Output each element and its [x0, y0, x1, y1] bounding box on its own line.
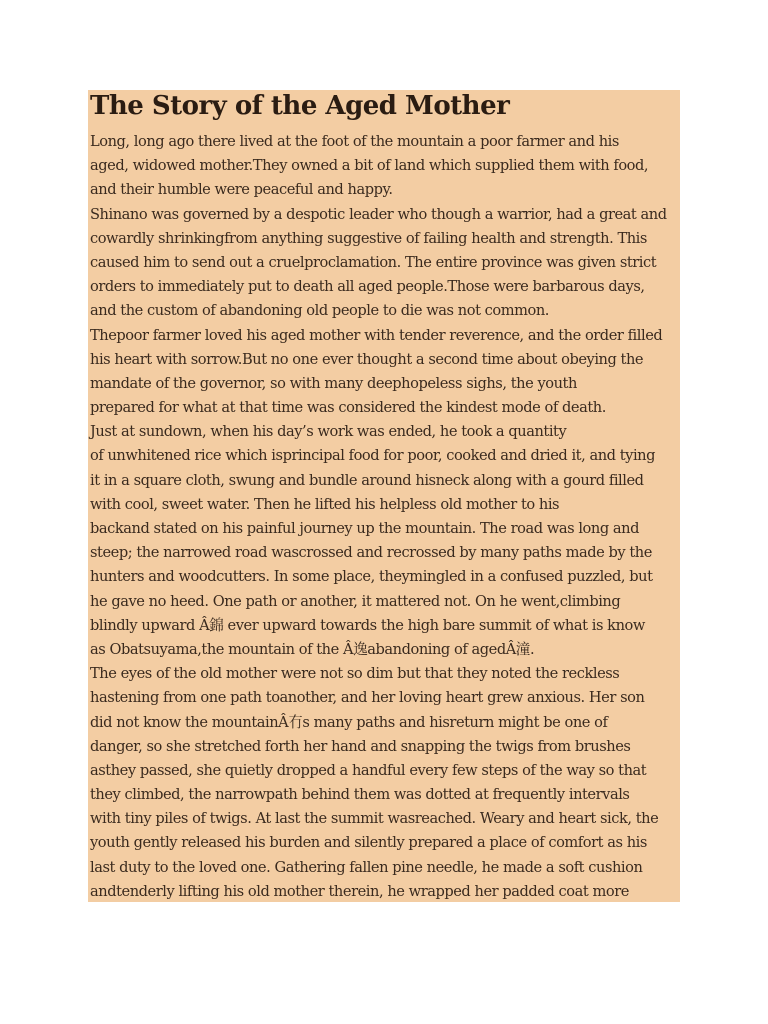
text-line: Long, long ago there lived at the foot of the mountain a poor farmer and his [90, 133, 619, 150]
text-line: hastening from one path toanother, and her loving heart grew anxious. Her son [90, 689, 645, 707]
text-line: hunters and woodcutters. In some place, theymingled in a confused puzzled, but [90, 568, 653, 586]
document-title: The Story of the Aged Mother [90, 91, 510, 121]
text-line: Thepoor farmer loved his aged mother with tender reverence, and the order filled [90, 326, 663, 344]
text-line: blindly upward Â錦 ever upward towards the high bare summit of what is know [90, 616, 645, 634]
text-line: caused him to send out a cruelproclamation. The entire province was given strict [90, 253, 657, 271]
text-line: it in a square cloth, swung and bundle around hisneck along with a gourd filled [90, 471, 644, 489]
text-line: Just at sundown, when his day’s work was ended, he took a quantity [90, 423, 567, 441]
text-line: did not know the mountainÂ冇s many paths and hisreturn might be one of [90, 713, 608, 731]
paragraph [90, 130, 680, 203]
text-line: danger, so she stretched forth her hand and snapping the twigs from brushes [90, 737, 631, 755]
text-line: mandate of the governor, so with many deephopeless sighs, the youth [90, 374, 577, 392]
text-line: as Obatsuyama,the mountain of the Â逸abandoning of agedÂ潼. [90, 640, 535, 658]
text-line: last duty to the loved one. Gathering fallen pine needle, he made a soft cushion [90, 858, 643, 876]
document-body [90, 130, 680, 902]
text-line: asthey passed, she quietly dropped a handful every few steps of the way so that [90, 761, 647, 779]
paragraph [90, 324, 680, 421]
text-line: backand stated on his painful journey up the mountain. The road was long and [90, 520, 640, 537]
text-line: and their humble were peaceful and happy. [90, 181, 393, 199]
document-panel [88, 90, 680, 902]
text-line: of unwhitened rice which isprincipal food for poor, cooked and dried it, and tying [90, 447, 656, 465]
text-line: steep; the narrowed road wascrossed and recrossed by many paths made by the [90, 544, 652, 562]
text-line: with tiny piles of twigs. At last the summit wasreached. Weary and heart sick, the [90, 810, 659, 828]
text-line: and the custom of abandoning old people to die was not common. [90, 302, 549, 320]
text-line: he gave no heed. One path or another, it mattered not. On he went,climbing [90, 592, 621, 610]
paragraph [90, 203, 680, 324]
text-line: prepared for what at that time was considered the kindest mode of death. [90, 399, 606, 417]
text-line: with cool, sweet water. Then he lifted his helpless old mother to his [90, 495, 560, 513]
text-line: cowardly shrinkingfrom anything suggestive of failing health and strength. This [90, 229, 647, 247]
text-line: orders to immediately put to death all aged people.Those were barbarous days, [90, 278, 645, 296]
text-line: they climbed, the narrowpath behind them was dotted at frequently intervals [90, 786, 630, 804]
text-line: The eyes of the old mother were not so dim but that they noted the reckless [90, 665, 620, 683]
text-line: Shinano was governed by a despotic leader who though a warrior, had a great and [90, 205, 667, 223]
paragraph [90, 420, 680, 662]
text-line: aged, widowed mother.They owned a bit of land which supplied them with food, [90, 157, 649, 175]
text-line: andtenderly lifting his old mother therein, he wrapped her padded coat more [90, 882, 629, 900]
paragraph [90, 662, 680, 902]
text-line: youth gently released his burden and silently prepared a place of comfort as his [90, 834, 647, 852]
text-line: his heart with sorrow.But no one ever thought a second time about obeying the [90, 350, 644, 368]
